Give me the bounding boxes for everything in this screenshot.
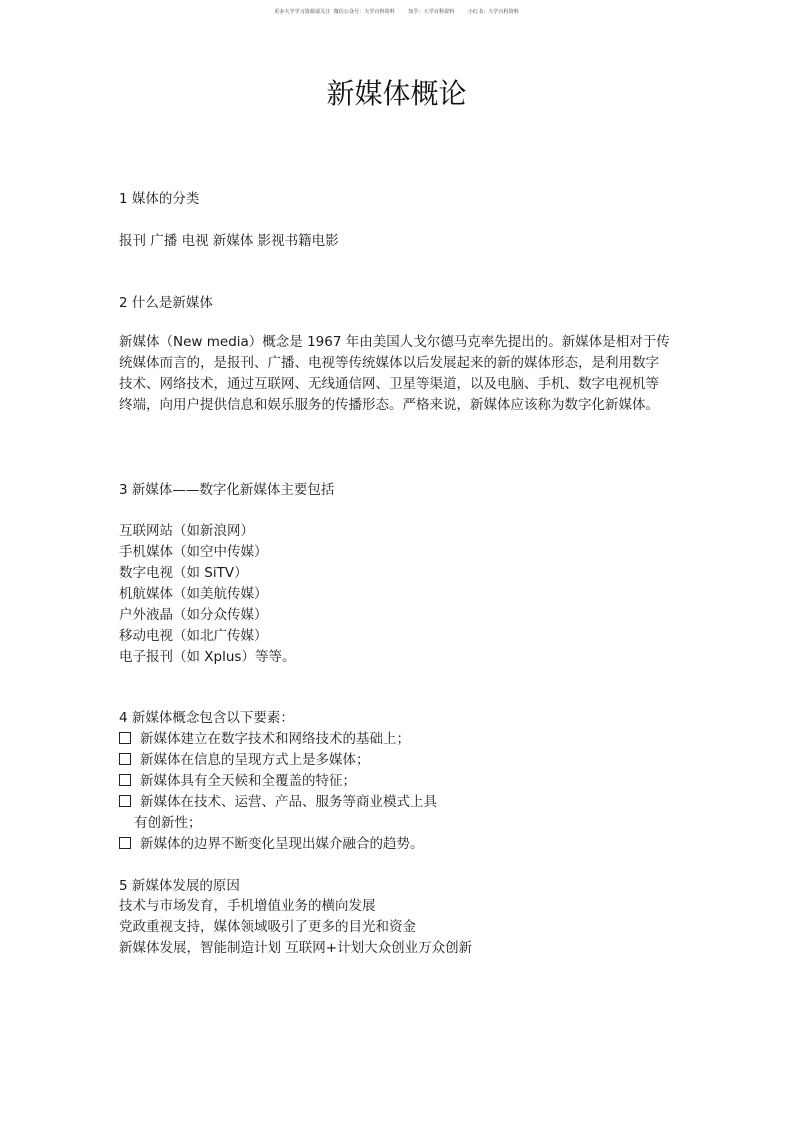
paragraph-line: 技术、网络技术，通过互联网、无线通信网、卫星等渠道，以及电脑、手机、数字电视机等 <box>119 376 659 392</box>
section-4-list <box>119 729 679 855</box>
section-5-lines <box>119 896 679 959</box>
section-5-heading: 5 新媒体发展的原因 <box>119 878 240 894</box>
section-3-list <box>119 521 679 668</box>
list-item: 数字电视（如 SiTV） <box>119 565 248 581</box>
bullet-continuation: 有创新性； <box>134 815 202 831</box>
bullet-item: 新媒体的边界不断变化呈现出媒介融合的趋势。 <box>119 834 679 855</box>
list-item: 手机媒体（如空中传媒） <box>119 544 268 560</box>
bullet-item: 新媒体在技术、运营、产品、服务等商业模式上具 <box>119 792 679 813</box>
section-4-heading: 4 新媒体概念包含以下要素： <box>119 710 294 726</box>
bullet-item: 新媒体在信息的呈现方式上是多媒体； <box>119 750 679 771</box>
header-note: 更多大学学习资源请关注 微信公众号：大学百科资料 知乎：大学百科资料 小红书：大学百科资料 <box>274 9 519 15</box>
section-2-paragraph <box>119 332 679 416</box>
reason-line: 新媒体发展，智能制造计划 互联网+计划大众创业万众创新 <box>119 940 473 956</box>
bullet-item: 新媒体具有全天候和全覆盖的特征； <box>119 771 679 792</box>
paragraph-line: 统媒体而言的，是报刊、广播、电视等传统媒体以后发展起来的新的媒体形态，是利用数字 <box>119 355 659 371</box>
section-1-body: 报刊 广播 电视 新媒体 影视书籍电影 <box>119 233 339 249</box>
reason-line: 技术与市场发育，手机增值业务的横向发展 <box>119 898 376 914</box>
section-3-heading: 3 新媒体——数字化新媒体主要包括 <box>119 482 335 498</box>
list-item: 户外液晶（如分众传媒） <box>119 607 268 623</box>
checkbox-bullet-icon <box>119 753 131 765</box>
checkbox-bullet-icon <box>119 732 131 744</box>
section-2-heading: 2 什么是新媒体 <box>119 295 213 311</box>
list-item: 移动电视（如北广传媒） <box>119 628 268 644</box>
paragraph-line: 新媒体（New media）概念是 1967 年由美国人戈尔德马克率先提出的。新媒体是相对于传 <box>119 334 670 350</box>
checkbox-bullet-icon <box>119 837 131 849</box>
list-item: 互联网站（如新浪网） <box>119 523 254 539</box>
paragraph-line: 终端，向用户提供信息和娱乐服务的传播形态。严格来说，新媒体应该称为数字化新媒体。 <box>119 397 659 413</box>
reason-line: 党政重视支持，媒体领域吸引了更多的目光和资金 <box>119 919 416 935</box>
list-item: 电子报刊（如 Xplus）等等。 <box>119 649 296 665</box>
checkbox-bullet-icon <box>119 774 131 786</box>
section-1-heading: 1 媒体的分类 <box>119 191 200 207</box>
list-item: 机航媒体（如美航传媒） <box>119 586 268 602</box>
bullet-item: 新媒体建立在数字技术和网络技术的基础上； <box>119 729 679 750</box>
document-title: 新媒体概论 <box>326 77 467 110</box>
checkbox-bullet-icon <box>119 795 131 807</box>
